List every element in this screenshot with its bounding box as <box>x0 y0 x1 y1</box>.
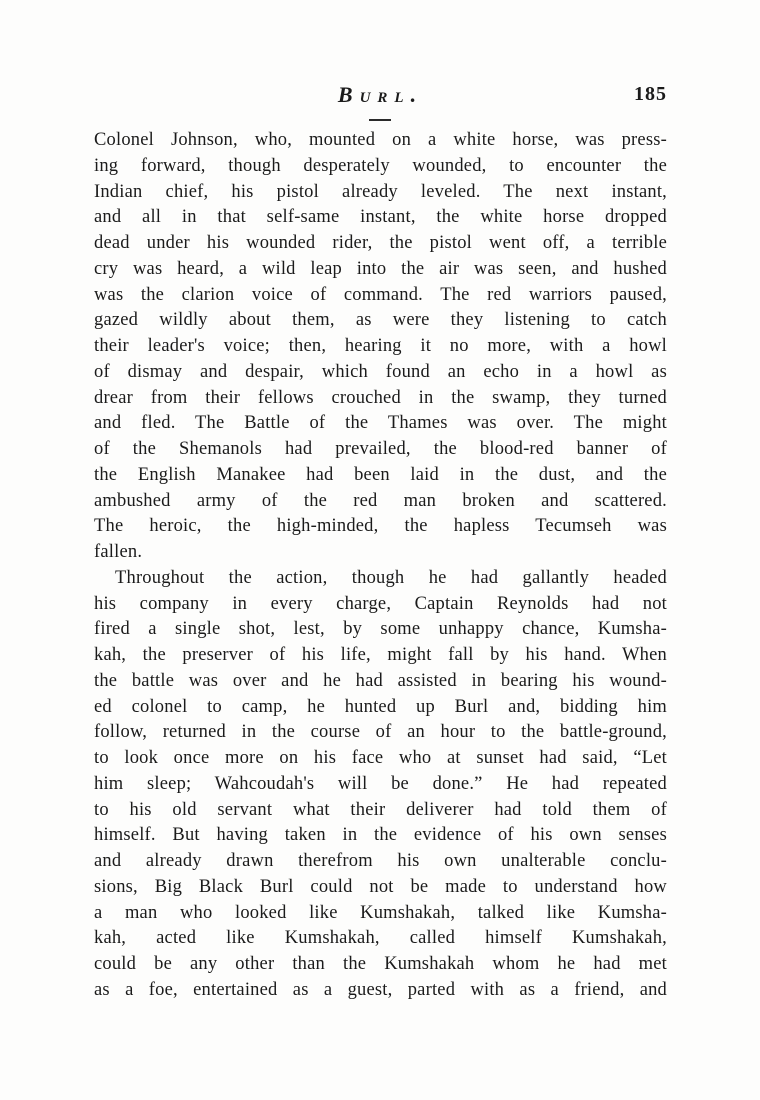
text-line: of dismay and despair, which found an echo in a howl as <box>94 361 667 382</box>
paragraph <box>94 128 667 566</box>
text-line: and fled. The Battle of the Thames was over. The might <box>94 413 667 434</box>
text-line: ing forward, though desperately wounded, to encounter the <box>94 155 667 176</box>
text-line: Indian chief, his pistol already leveled. The next instant, <box>94 181 667 202</box>
text-line: Throughout the action, though he had gallantly headed <box>115 567 667 588</box>
text-line: and already drawn therefrom his own unalterable conclu- <box>94 851 667 871</box>
text-line: a man who looked like Kumshakah, talked like Kumsha- <box>94 902 667 923</box>
text-line: gazed wildly about them, as were they listening to catch <box>94 310 667 331</box>
text-line: fired a single shot, lest, by some unhappy chance, Kumsha- <box>94 619 667 640</box>
text-line: Colonel Johnson, who, mounted on a white horse, was press- <box>94 130 667 150</box>
text-line: of the Shemanols had prevailed, the blood-red banner of <box>94 439 667 459</box>
text-line: himself. But having taken in the evidence of his own senses <box>94 825 667 846</box>
text-line: the battle was over and he had assisted in bearing his wound- <box>94 670 667 691</box>
text-line: could be any other than the Kumshakah whom he had met <box>94 954 667 974</box>
text-line: drear from their fellows crouched in the swamp, they turned <box>94 387 667 408</box>
text-line: ambushed army of the red man broken and scattered. <box>94 490 667 511</box>
page-number: 185 <box>634 83 667 105</box>
text-line: follow, returned in the course of an hour to the battle-ground, <box>94 722 667 743</box>
text-line: fallen. <box>94 542 143 562</box>
text-line: sions, Big Black Burl could not be made to understand how <box>94 876 667 897</box>
text-line: to look once more on his face who at sunset had said, “Let <box>94 748 667 768</box>
page-header <box>94 82 667 110</box>
text-line: ed colonel to camp, he hunted up Burl and, bidding him <box>94 696 667 717</box>
text-line: and all in that self-same instant, the white horse dropped <box>94 207 667 228</box>
text-line: the English Manakee had been laid in the dust, and the <box>94 464 667 485</box>
text-line: kah, the preserver of his life, might fall by his hand. When <box>94 645 667 665</box>
text-line: their leader's voice; then, hearing it no more, with a howl <box>94 336 667 356</box>
text-line: dead under his wounded rider, the pistol went off, a terrible <box>94 233 667 253</box>
paragraph <box>94 566 667 1004</box>
header-rule-divider <box>369 119 391 121</box>
text-line: kah, acted like Kumshakah, called himself Kumshakah, <box>94 928 667 949</box>
page-body <box>94 128 667 1004</box>
text-line: to his old servant what their deliverer had told them of <box>94 799 667 820</box>
text-line: his company in every charge, Captain Reynolds had not <box>94 593 667 614</box>
running-head-title: Burl. <box>337 82 424 107</box>
text-line: The heroic, the high-minded, the hapless Tecumseh was <box>94 516 667 537</box>
text-line: was the clarion voice of command. The red warriors paused, <box>94 284 667 305</box>
text-line: as a foe, entertained as a guest, parted with as a friend, and <box>94 979 667 1000</box>
text-line: him sleep; Wahcoudah's will be done.” He had repeated <box>94 773 667 794</box>
text-line: cry was heard, a wild leap into the air was seen, and hushed <box>94 258 667 279</box>
